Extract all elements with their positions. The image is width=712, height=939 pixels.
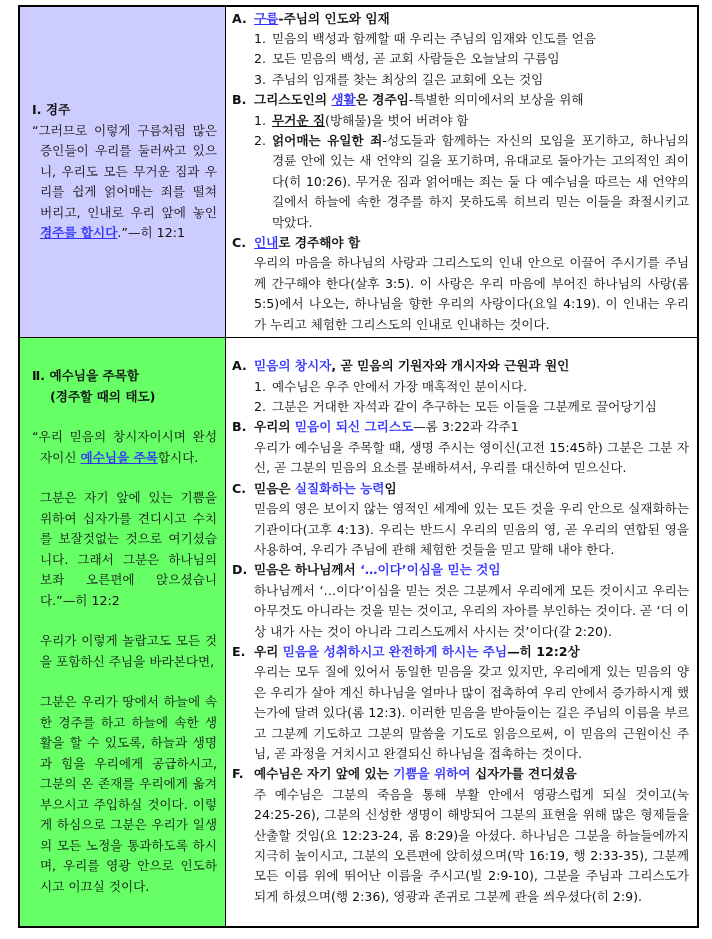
- text-run: 우리는 모두 질에 있어서 동일한 믿음을 갖고 있지만, 우리에게 있는 믿음의 양은 우리가 살아 계신 하나님을 얼마나 많이 접촉하여 우리 안에서 증가하시게 했는가에 달려 있다(롬 12:3). 이러한 믿음을 받아들이는 길은 주님의 이름을 부르고 그분께 기도하고 그분의 말씀을 기도로 읽음으로써, 이 믿음의 근원이신 주님, 곧 과정을 거치시고 완결되신 하나님을 접촉하는 것이다.: [254, 664, 689, 761]
- text-run: 우리가 이렇게 놀랍고도 모든 것을 포함하신 주님을 바라본다면,: [40, 633, 217, 669]
- text-run: -주님의 인도와 임재: [278, 10, 390, 26]
- text-run: 십자가를 견디셨음: [470, 766, 577, 782]
- text-run: 로 경주해야 함: [278, 234, 361, 250]
- subpoint-text: [272, 70, 689, 90]
- section-heading: Ⅱ. 예수님을 주목함: [32, 368, 140, 384]
- outline-point-label: D.: [232, 562, 248, 578]
- section-1-outline: [226, 9, 697, 336]
- text-run: 그리스도인의: [254, 92, 332, 108]
- outline-point-text: [254, 233, 360, 253]
- section-race: [19, 6, 698, 337]
- text-run: 믿음이 되신 그리스도: [294, 419, 414, 435]
- text-run: 얽어매는 유일한 죄: [272, 132, 383, 148]
- outline-point-label: A.: [232, 358, 247, 374]
- section-subheading: (경주할 때의 태도): [50, 388, 156, 404]
- text-run: “그러므로 이렇게 구름처럼 많은 증인들이 우리를 둘러싸고 있으니, 우리도 모든 무거운 짐과 우리를 쉽게 얽어매는 죄를 떨쳐 버리고, 인내로 우리 앞에 놓인: [32, 122, 217, 220]
- text-run: 우리: [254, 643, 283, 659]
- section-1-right-cell: [226, 6, 699, 337]
- subpoint-text: [272, 377, 689, 397]
- text-run: 하나님께서 ‘…이다’이심을 믿는 것은 그분께서 우리에게 모든 것이시고 우리는 아무것도 아니라는 것을 믿는 것이고, 우리의 자아를 부인하는 것이다. 곧 ‘더 이상 내가 사는 것이 아니라 그리스도께서 사시는 것’이다(갈 2:20).: [254, 582, 689, 639]
- outline-point-text: [254, 417, 519, 437]
- outline-point-title: [232, 764, 689, 784]
- outline-point-title: [232, 642, 689, 662]
- scripture-paragraph: [32, 427, 217, 468]
- text-run: 합시다.: [157, 449, 199, 465]
- outline-point-title: [232, 90, 689, 110]
- text-run: .”—히 12:1: [117, 225, 185, 240]
- outline-subpoint: [232, 397, 689, 417]
- outline-point-title: [232, 233, 689, 253]
- subpoint-number: 1.: [254, 378, 267, 394]
- outline-point-title: [232, 356, 689, 376]
- outline-subpoint: [232, 377, 689, 397]
- outline-subpoint: [232, 131, 689, 233]
- scripture-link[interactable]: 경주를 합시다: [40, 225, 118, 240]
- scripture-paragraph: [32, 488, 217, 611]
- outline-point-label: C.: [232, 234, 247, 250]
- text-run: 그분은 우리가 땅에서 하늘에 속한 경주를 하고 하늘에 속한 생활을 할 수 있도록, 하늘과 생명과 힘을 우리에게 공급하시고, 그분의 온 존재를 우리에게 옮겨 부으시고 주입하실 것이다. 이렇게 하심으로 그분은 우리가 일생의 모든 노정을 통과하도록 하시며, 우리를 영광 안으로 인도하시고 이끄실 것이다.: [40, 694, 217, 894]
- text-run: 믿음을 성취하시고 완전하게 하시는 주님: [282, 643, 508, 659]
- scripture-paragraph: [32, 121, 217, 244]
- text-run: ‘…이다’이심을 믿는 것임: [360, 562, 501, 578]
- subpoint-text: [272, 49, 689, 69]
- subpoint-number: 1.: [254, 112, 267, 128]
- outline-point-body: [232, 581, 689, 642]
- outline-point-body: [232, 662, 689, 764]
- outline-point-body: [232, 438, 689, 479]
- subpoint-number: 3.: [254, 71, 267, 87]
- text-run: 무거운 짐: [272, 112, 326, 128]
- outline-point-text: [254, 560, 501, 580]
- outline-subpoint: [232, 29, 689, 49]
- subpoint-number: 2.: [254, 399, 267, 415]
- text-run: 믿음은 하나님께서: [254, 562, 361, 578]
- text-run: 실질화하는 능력: [294, 480, 385, 496]
- text-run: 모든 믿음의 백성, 곧 교회 사람들은 오늘날의 구름임: [272, 51, 560, 67]
- outline-point-title: [232, 417, 689, 437]
- scripture-link[interactable]: 구름: [254, 10, 279, 26]
- text-run: 예수님은 자기 앞에 있는: [254, 766, 394, 782]
- subpoint-text: [272, 397, 689, 417]
- subpoint-number: 2.: [254, 132, 267, 148]
- text-run: 예수님은 우주 안에서 가장 매혹적인 분이시다.: [272, 378, 528, 394]
- section-heading: Ⅰ. 경주: [32, 102, 71, 117]
- outline-point-label: F.: [232, 766, 244, 782]
- outline-subpoint: [232, 49, 689, 69]
- subpoint-text: [272, 111, 689, 131]
- text-run: 믿음의 영은 보이지 않는 영적인 세계에 있는 모든 것을 우리 안으로 실재화하는 기관이다(고후 4:13). 우리는 반드시 우리의 믿음의 영, 곧 우리의 연합된 영을 사용하여, 우리가 주님에 관해 체험한 것들을 믿고 말해 내야 한다.: [254, 501, 689, 557]
- outline-point-body: [232, 253, 689, 335]
- text-run: , 곧 믿음의 기원자와 개시자와 근원과 원인: [331, 358, 570, 374]
- scripture-link[interactable]: 인내: [254, 234, 279, 250]
- text-run: -특별한 의미에서의 보상을 위해: [408, 92, 584, 108]
- text-run: “우리 믿음의 창시자이시며 완성자이신: [32, 429, 217, 465]
- section-2-outline: [226, 356, 697, 907]
- outline-point-label: C.: [232, 480, 247, 496]
- outline-point-label: E.: [232, 643, 246, 659]
- text-run: 주 예수님은 그분의 죽음을 통해 부활 안에서 영광스럽게 되실 것이고(눅 24:25-26), 그분의 신성한 생명이 해방되어 그분의 표현을 위해 많은 형제들을 산출할 것임(요 12:23-24, 롬 8:29)을 아셨다. 하나님은 그분을 하늘들에까지 지극히 높이시고, 그분의 오른편에 앉히셨으며(막 16:19, 행 2:33-35), 그분께 모든 이름 위에 뛰어난 이름을 주시고(빌 2:9-10), 그분을 주님과 그리스도가 되게 하셨으며(행 2:36), 영광과 존귀로 그분께 관을 씌우셨다(히 2:9).: [254, 786, 689, 904]
- text-run: (방해물)을 벗어 버려야 함: [325, 112, 469, 128]
- subpoint-text: [272, 131, 689, 233]
- section-1-left-cell: [19, 6, 226, 337]
- section-2-right-cell: [226, 337, 699, 927]
- outline-point-label: A.: [232, 10, 247, 26]
- outline-point-text: [254, 356, 569, 376]
- text-run: 믿음의 창시자: [254, 358, 332, 374]
- outline-point-text: [254, 642, 580, 662]
- subpoint-number: 2.: [254, 51, 267, 67]
- text-run: 우리의: [254, 419, 295, 435]
- outline-point-body: [232, 499, 689, 560]
- outline-point-text: [254, 479, 397, 499]
- outline-point-text: [254, 90, 584, 110]
- outline-point-text: [254, 9, 390, 29]
- subpoint-number: 1.: [254, 30, 267, 46]
- text-run: —히 12:2상: [507, 643, 580, 659]
- outline-point-label: B.: [232, 92, 247, 108]
- section-1-summary: [20, 100, 225, 244]
- outline-point-title: [232, 479, 689, 499]
- text-run: 우리가 예수님을 주목할 때, 생명 주시는 영이신(고전 15:45하) 그분은 그분 자신, 곧 그분의 믿음의 요소를 분배하셔서, 우리를 대신하여 믿으신다.: [254, 439, 689, 476]
- text-run: 우리의 마음을 하나님의 사랑과 그리스도의 인내 안으로 이끌어 주시기를 주님께 간구해야 한다(살후 3:5). 이 사랑은 우리 마음에 부어진 하나님의 사랑(롬 5:5)에서 나오는, 하나님을 향한 우리의 사랑이다(요일 4:19). 이 인내는 우리가 누리고 체험한 그리스도의 인내로 인내하는 것이다.: [254, 255, 689, 332]
- text-run: 임: [384, 480, 397, 496]
- scripture-paragraph: [32, 692, 217, 897]
- outline-point-title: [232, 560, 689, 580]
- scripture-link[interactable]: 예수님을 주목: [80, 449, 158, 465]
- outline-point-label: B.: [232, 419, 247, 435]
- text-run: -성도들과 함께하는 자신의 모임을 포기하고, 하나님의 경륜 안에 있는 새 언약의 길을 포기하며, 유대교로 돌아가는 고의적인 죄이다(히 10:26). 무거운 짐과 얽어매는 죄는 둘 다 예수님을 따르는 새 언약의 길에서 하늘에 속한 경주를 하지 못하도록 히브리 믿는 이들을 좌절시키고 막았다.: [272, 132, 689, 230]
- text-run: 주님의 임재를 찾는 최상의 길은 교회에 오는 것임: [272, 71, 544, 87]
- section-looking-to-jesus: [19, 337, 698, 927]
- text-run: 그분은 거대한 자석과 같이 추구하는 모든 이들을 그분께로 끌어당기심: [272, 399, 657, 415]
- outline-point-text: [254, 764, 577, 784]
- text-run: 믿음은: [254, 480, 295, 496]
- text-run: 은 경주임: [355, 92, 409, 108]
- outline-subpoint: [232, 111, 689, 131]
- outline-table: [18, 5, 699, 928]
- section-2-summary: [20, 366, 225, 897]
- text-run: 믿음의 백성과 함께할 때 우리는 주님의 임재와 인도를 얻음: [272, 30, 596, 46]
- outline-subpoint: [232, 70, 689, 90]
- section-2-left-cell: [19, 337, 226, 927]
- subpoint-text: [272, 29, 689, 49]
- text-run: 그분은 자기 앞에 있는 기쁨을 위하여 십자가를 견디시고 수치를 보잘것없는 것으로 여기셨습니다. 그래서 그분은 하나님의 보좌 오른편에 앉으셨습니다.”—히 12:2: [40, 490, 217, 608]
- text-run: 기쁨을 위하여: [393, 766, 471, 782]
- text-run: —롬 3:22과 각주1: [413, 419, 519, 435]
- scripture-link[interactable]: 생활: [331, 92, 356, 108]
- scripture-paragraph: [32, 631, 217, 672]
- outline-point-title: [232, 9, 689, 29]
- outline-point-body: [232, 785, 689, 907]
